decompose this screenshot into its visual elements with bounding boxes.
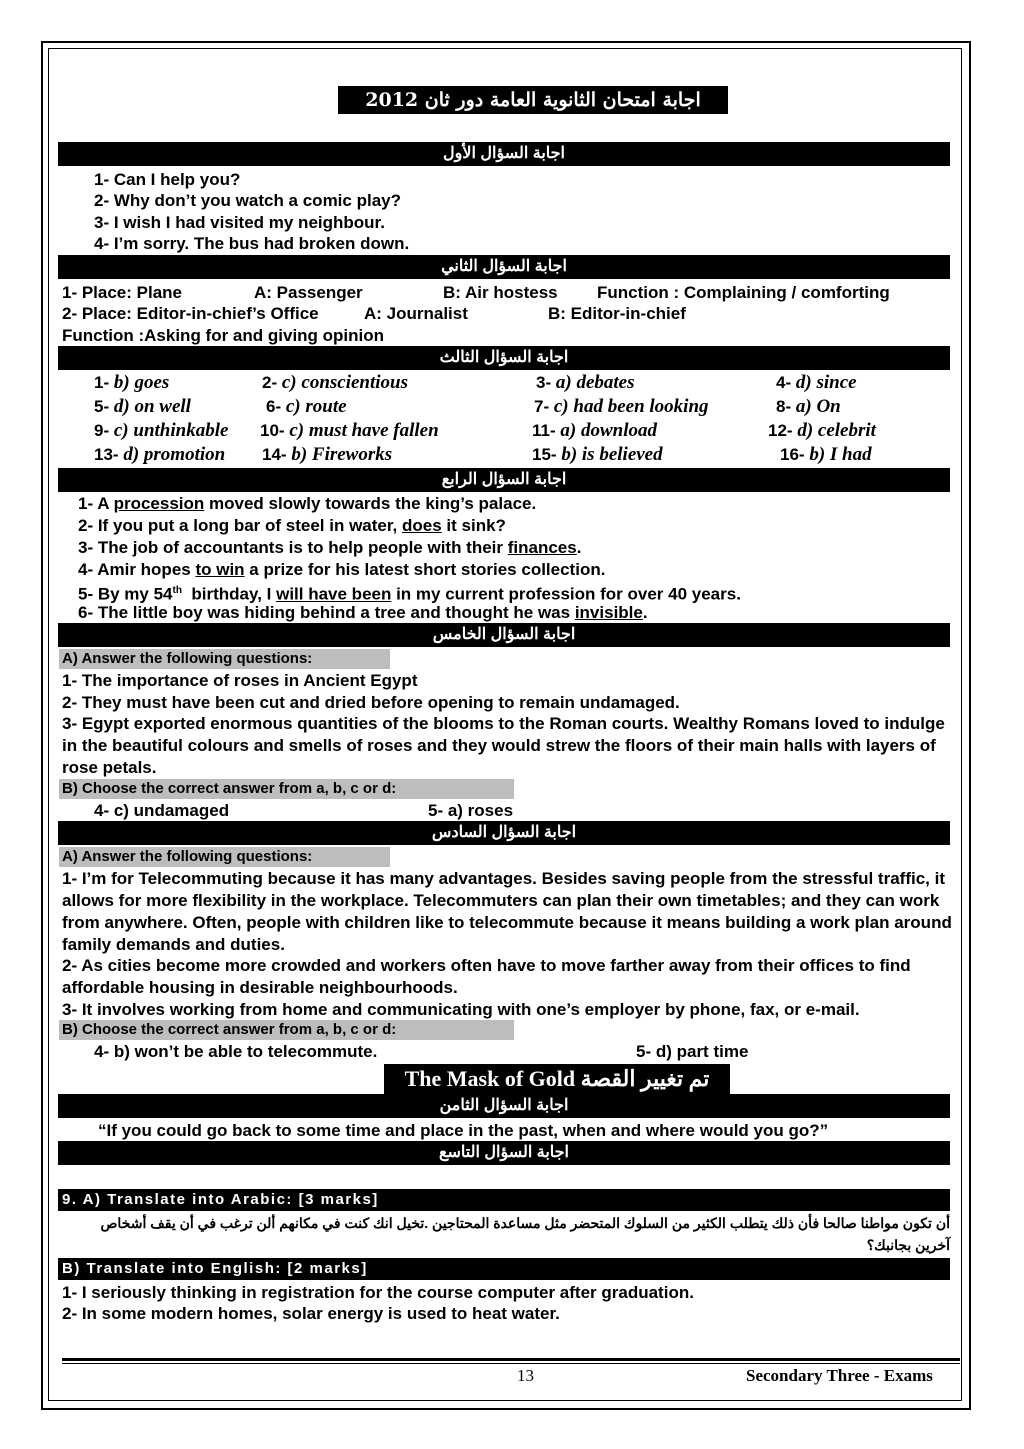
q2-row2-a: A: Journalist	[364, 304, 468, 323]
q3-answer-number: 14-	[262, 445, 287, 464]
story-title-english: The Mask of Gold	[404, 1066, 576, 1091]
q2-row1-function: Function : Complaining / comforting	[597, 283, 890, 302]
q5-b-answer-4: 4- c) undamaged	[94, 801, 230, 820]
q2-row2-b: B: Editor-in-chief	[548, 304, 686, 323]
q4-answer-5: 5- By my 54th birthday, I will have been in my current profession for over 40 years.	[78, 584, 741, 604]
q3-answer-number: 1-	[94, 373, 110, 392]
q3-answer-number: 8-	[776, 397, 792, 416]
story-title-arabic: تم تغيير القصة	[580, 1066, 710, 1091]
section-header-q3: اجابة السؤال الثالث	[58, 346, 950, 370]
footer-rule-thick	[62, 1358, 960, 1361]
q3-answer-number: 12-	[768, 421, 793, 440]
q4-answer-3: 3- The job of accountants is to help people with their finances.	[78, 538, 582, 557]
q3-answer-text: c) had been looking	[553, 396, 709, 417]
q6-b-answer-4: 4- b) won’t be able to telecommute.	[94, 1042, 378, 1061]
section-header-q8: اجابة السؤال الثامن	[58, 1094, 950, 1118]
section-header-q6: اجابة السؤال السادس	[58, 821, 950, 845]
q9-part-b-label: B) Translate into English: [2 marks]	[58, 1258, 950, 1280]
q3-answer-text: c) must have fallen	[289, 420, 439, 441]
q3-answer-number: 11-	[532, 421, 556, 440]
q3-answer-item	[776, 396, 841, 418]
q9-b-answer-1: 1- I seriously thinking in registration for the course computer after graduation.	[62, 1283, 694, 1302]
q4-answer-4: 4- Amir hopes to win a prize for his latest short stories collection.	[78, 560, 606, 579]
q3-answer-item	[94, 372, 169, 394]
q3-answer-text: c) route	[285, 396, 347, 417]
q3-answer-text: a) On	[795, 396, 841, 417]
q2-row1-a: A: Passenger	[254, 283, 363, 302]
q3-answer-number: 4-	[776, 373, 792, 392]
q5-b-answer-5: 5- a) roses	[428, 801, 514, 820]
q2-row3-function: Function :Asking for and giving opinion	[62, 326, 385, 345]
page-title: اجابة امتحان الثانوية العامة دور ثان 2012	[338, 86, 728, 114]
q3-answer-text: b) goes	[113, 372, 170, 393]
q3-answer-item	[94, 444, 225, 466]
footer-label: Secondary Three - Exams	[746, 1366, 933, 1385]
q3-answer-number: 6-	[266, 397, 282, 416]
q3-answer-item	[94, 396, 191, 418]
q6-b-answer-5: 5- d) part time	[636, 1042, 749, 1061]
page-number: 13	[517, 1366, 534, 1385]
q3-answer-number: 10-	[260, 421, 285, 440]
section-header-q5: اجابة السؤال الخامس	[58, 623, 950, 647]
q3-answer-text: c) conscientious	[281, 372, 409, 393]
q4-answer-2: 2- If you put a long bar of steel in water, does it sink?	[78, 516, 506, 535]
q3-answer-number: 15-	[532, 445, 557, 464]
q1-answer-1: 1- Can I help you?	[94, 170, 241, 189]
section-header-q1: اجابة السؤال الأول	[58, 142, 950, 166]
section-header-q2: اجابة السؤال الثاني	[58, 255, 950, 279]
q3-answer-item	[776, 372, 857, 394]
q5-part-a-label: A) Answer the following questions:	[59, 649, 390, 669]
q3-answer-item	[94, 420, 228, 442]
q1-answer-3: 3- I wish I had visited my neighbour.	[94, 213, 385, 232]
q3-answer-text: d) on well	[113, 396, 191, 417]
q3-answer-item	[534, 396, 709, 418]
q3-answer-item	[768, 420, 876, 442]
q5-a-answer-1: 1- The importance of roses in Ancient Egypt	[62, 671, 418, 690]
q4-answer-1: 1- A procession moved slowly towards the king’s palace.	[78, 494, 537, 513]
q3-answer-item	[262, 444, 392, 466]
q6-a-answer-3: 3- It involves working from home and communicating with one’s employer by phone, fax, or e-mail.	[62, 1000, 860, 1019]
q5-part-b-label: B) Choose the correct answer from a, b, c or d:	[59, 779, 514, 799]
q5-a-answer-2: 2- They must have been cut and dried before opening to remain undamaged.	[62, 693, 680, 712]
q9-b-answer-2: 2- In some modern homes, solar energy is used to heat water.	[62, 1304, 560, 1323]
q4-answer-6: 6- The little boy was hiding behind a tree and thought he was invisible.	[78, 603, 648, 622]
footer-rule-thin	[62, 1363, 960, 1364]
q3-answer-item	[260, 420, 439, 442]
q2-row2-place: 2- Place: Editor-in-chief’s Office	[62, 304, 319, 323]
q3-answer-text: a) debates	[555, 372, 635, 393]
q3-answer-item	[262, 372, 408, 394]
q3-answer-number: 5-	[94, 397, 110, 416]
q1-answer-2: 2- Why don’t you watch a comic play?	[94, 191, 401, 210]
q3-answer-text: c) unthinkable	[113, 420, 229, 441]
q6-a-answer-1: 1- I’m for Telecommuting because it has many advantages. Besides saving people from the stressful traffic, it allows for more flexibility in the workplace. Telecommuters can plan their own timetables; and they can work from anywhere. Often, people with children like to telecommute because it means building a work plan around family demands and duties.	[62, 869, 952, 954]
q2-row1-b: B: Air hostess	[443, 283, 558, 302]
q3-answer-text: a) download	[560, 420, 657, 441]
q9-part-a-label: 9. A) Translate into Arabic: [3 marks]	[58, 1189, 950, 1211]
q6-a-answer-2: 2- As cities become more crowded and workers often have to move farther away from their offices to find affordable housing in desirable neighbourhoods.	[62, 956, 911, 997]
q3-answer-number: 3-	[536, 373, 552, 392]
section-header-q4: اجابة السؤال الرابع	[58, 468, 950, 492]
q3-answer-text: d) celebrit	[797, 420, 876, 441]
q3-answer-text: d) since	[795, 372, 857, 393]
q3-answer-number: 7-	[534, 397, 550, 416]
q3-answer-text: b) I had	[809, 444, 872, 465]
q3-answer-item	[780, 444, 872, 466]
q3-answer-item	[532, 444, 663, 466]
q3-answer-number: 13-	[94, 445, 119, 464]
section-header-q9: اجابة السؤال التاسع	[58, 1141, 950, 1165]
q3-answer-number: 2-	[262, 373, 278, 392]
q3-answer-text: b) Fireworks	[291, 444, 393, 465]
q3-answer-item	[532, 420, 657, 442]
q3-answer-text: b) is believed	[561, 444, 663, 465]
q3-answer-item	[266, 396, 347, 418]
q3-answer-number: 9-	[94, 421, 110, 440]
q2-row1-place: 1- Place: Plane	[62, 283, 183, 302]
q8-answer: “If you could go back to some time and place in the past, when and where would you go?”	[98, 1121, 829, 1140]
story-title-banner	[384, 1064, 730, 1094]
q6-part-b-label: B) Choose the correct answer from a, b, c or d:	[59, 1020, 514, 1040]
q3-answer-item	[536, 372, 635, 394]
q3-answer-text: d) promotion	[123, 444, 226, 465]
q9-a-arabic-translation: أن تكون مواطنا صالحا فأن ذلك يتطلب الكثير من السلوك المتحضر مثل مساعدة المحتاجين .تخيل انك كنت في مكانهم ألن ترغب في أن يقف أشخاص آخرين بجانبك؟	[100, 1215, 950, 1253]
q5-a-answer-3: 3- Egypt exported enormous quantities of the blooms to the Roman courts. Wealthy Romans loved to indulge in the beautiful colours and smells of roses and they would strew the floors of their main halls with layers of rose petals.	[62, 714, 945, 777]
q1-answer-4: 4- I’m sorry. The bus had broken down.	[94, 234, 410, 253]
q6-part-a-label: A) Answer the following questions:	[59, 847, 390, 867]
q3-answer-number: 16-	[780, 445, 805, 464]
